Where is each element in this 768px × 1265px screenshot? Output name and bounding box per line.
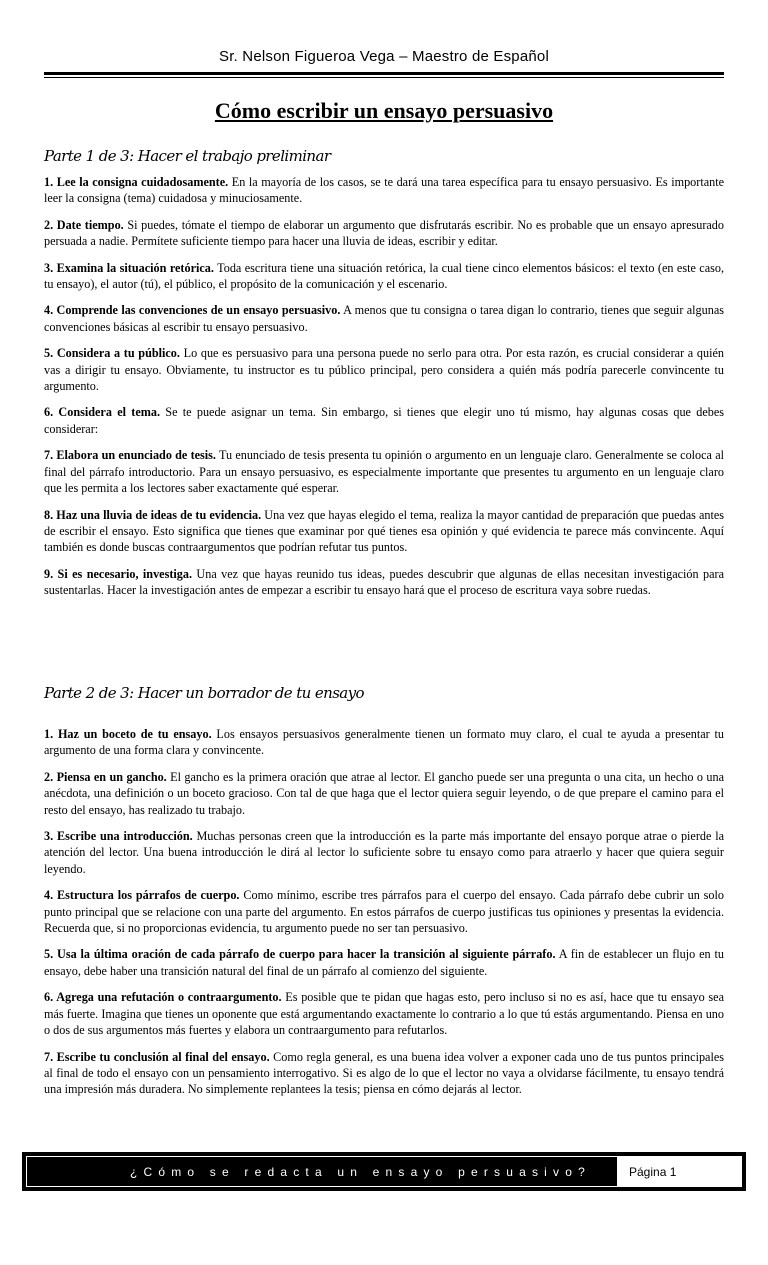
paragraph-text: A menos que tu consigna o tarea digan lo contrario, tienes que seguir algunas convenciones básicas al escribir tu ensayo persuasivo. <box>44 303 724 334</box>
paragraph-lead: 3. Examina la situación retórica. <box>44 260 214 275</box>
paragraph-lead: 4. Comprende las convenciones de un ensayo persuasivo. <box>44 303 341 318</box>
paragraph-lead: 5. Usa la última oración de cada párrafo de cuerpo para hacer la transición al siguiente párrafo. <box>44 947 556 962</box>
paragraph-text: Si puedes, tómate el tiempo de elaborar un argumento que disfrutarás escribir. No es probable que un ensayo apresurado persuada a nadie. Permítete suficiente tiempo para hacer una lluvia de ideas, escribir y editar. <box>44 217 724 249</box>
paragraph-lead: 6. Agrega una refutación o contraargumento. <box>44 990 282 1005</box>
header-rule <box>44 72 724 78</box>
page-header: Sr. Nelson Figueroa Vega – Maestro de Español <box>218 48 550 65</box>
paragraph <box>44 989 724 1038</box>
document-title: Cómo escribir un ensayo persuasivo <box>214 98 554 123</box>
paragraph-lead: 7. Elabora un enunciado de tesis. <box>44 448 216 463</box>
paragraph-text: Como regla general, es una buena idea volver a exponer cada uno de tus puntos principales al final de todo el ensayo con un pensamiento interrogativo. Si es algo de lo que el lector no vaya a olvidarse fácilmente, tu ensayo tendrá una impresión más duradera. No simplemente replantees la tesis; piensa en cómo dejarás al lector. <box>44 1049 724 1097</box>
paragraph-text: El gancho es la primera oración que atrae al lector. El gancho puede ser una pregunta o una cita, un hecho o una anécdota, una definición o un boceto gracioso. Con tal de que haga que el lector quiera seguir leyendo, o de que prepare el camino para el resto del ensayo, has realizado tu trabajo. <box>44 769 724 817</box>
paragraph-lead: 5. Considera a tu público. <box>44 346 180 361</box>
paragraph <box>44 507 724 556</box>
paragraph <box>44 345 724 394</box>
paragraph-text: Se te puede asignar un tema. Sin embargo, si tienes que elegir uno tú mismo, hay algunas cosas que debes considerar: <box>44 405 724 436</box>
paragraph-lead: 4. Estructura los párrafos de cuerpo. <box>44 888 240 903</box>
paragraph-text: Una vez que hayas reunido tus ideas, puedes descubrir que algunas de ellas necesitan investigación para sustentarlas. Hacer la investigación antes de empezar a escribir tu ensayo hará que el proceso de escritura vaya sobre ruedas. <box>44 566 724 598</box>
paragraph <box>44 887 724 936</box>
paragraph-text: Toda escritura tiene una situación retórica, la cual tiene cinco elementos básicos: el texto (en este caso, tu ensayo), el autor (tú), el público, el propósito de la comunicación y el escenario. <box>44 260 725 292</box>
paragraph <box>44 828 724 877</box>
paragraph-lead: 8. Haz una lluvia de ideas de tu evidencia. <box>44 507 262 522</box>
paragraph <box>44 174 724 207</box>
paragraph <box>44 217 724 250</box>
footer-frame <box>26 1156 742 1187</box>
paragraph-lead: 9. Si es necesario, investiga. <box>44 566 193 581</box>
paragraph <box>44 1049 724 1098</box>
page-footer <box>22 1152 746 1191</box>
part1-heading: Parte 1 de 3: Hacer el trabajo preliminar <box>44 147 331 165</box>
paragraph-text: Como mínimo, escribe tres párrafos para el cuerpo del ensayo. Cada párrafo debe cubrir un solo punto principal que se relacione con una parte del argumento. En estos párrafos de cuerpo justificas tus opiniones y presentas la evidencia. Recuerda que, si no proporcionas evidencia, tu argumento puede no ser tan persuasivo. <box>44 888 724 936</box>
paragraph-lead: 6. Considera el tema. <box>44 405 161 420</box>
part2-heading: Parte 2 de 3: Hacer un borrador de tu ensayo <box>44 684 364 702</box>
paragraph-text: Tu enunciado de tesis presenta tu opinión o argumento en un lenguaje claro. Generalmente se coloca al final del párrafo introductorio. Para un ensayo persuasivo, es especialmente importante que presentes tu argumento en un lenguaje claro que les permita a los lectores saber exactamente qué esperar. <box>44 448 724 496</box>
paragraph-lead: 3. Escribe una introducción. <box>44 829 193 844</box>
paragraph-text: A fin de establecer un flujo en tu ensayo, debe haber una transición natural del final de un párrafo al comienzo del siguiente. <box>44 947 724 978</box>
paragraph <box>44 566 724 599</box>
part1-body <box>44 174 724 609</box>
paragraph-text: Muchas personas creen que la introducción es la parte más importante del ensayo porque atrae o pierde la atención del lector. Una buena introducción le dirá al lector lo suficiente sobre tu ensayo como para atraerlo y hacer que quiera seguir leyendo. <box>44 829 724 876</box>
paragraph <box>44 404 724 437</box>
paragraph <box>44 302 724 335</box>
paragraph <box>44 447 724 496</box>
paragraph-lead: 1. Haz un boceto de tu ensayo. <box>44 727 212 741</box>
part2-body <box>44 726 724 1108</box>
paragraph-lead: 7. Escribe tu conclusión al final del ensayo. <box>44 1049 270 1064</box>
paragraph <box>44 726 724 759</box>
paragraph-lead: 2. Date tiempo. <box>44 217 124 232</box>
paragraph-lead: 1. Lee la consigna cuidadosamente. <box>44 175 229 189</box>
footer-title: ¿Cómo se redacta un ensayo persuasivo? <box>129 1164 591 1179</box>
page-number: Página 1 <box>617 1157 741 1186</box>
paragraph <box>44 769 724 818</box>
paragraph-text: Lo que es persuasivo para una persona puede no serlo para otra. Por esta razón, es crucial considerar a quién vas a dirigir tu ensayo. Obviamente, tu instructor es tu público principal, pero considera a quién más podría parecerle convincente tu argumento. <box>44 346 724 394</box>
paragraph-text: En la mayoría de los casos, se te dará una tarea específica para tu ensayo persuasivo. Es importante leer la consigna (tema) cuidadosa y minuciosamente. <box>44 175 724 206</box>
paragraph <box>44 946 724 979</box>
paragraph-lead: 2. Piensa en un gancho. <box>44 769 167 784</box>
paragraph-text: Una vez que hayas elegido el tema, realiza la mayor cantidad de preparación que puedas antes de escribir el ensayo. Esto significa que tienes que examinar por qué tienes esa opinión y qué evidencia te parece más convincente. Aquí también es donde buscas contraargumentos que podrían refutar tus puntos. <box>44 507 724 555</box>
paragraph <box>44 260 724 293</box>
paragraph-text: Los ensayos persuasivos generalmente tienen un formato muy claro, el cual te ayuda a presentar tu argumento de una forma clara y convincente. <box>44 727 724 758</box>
paragraph-text: Es posible que te pidan que hagas esto, pero incluso si no es así, hace que tu ensayo sea más fuerte. Imagina que tienes un oponente que está argumentando exactamente lo contrario a lo que tú estás argumentando. Piensa en uno o dos de sus argumentos más fuertes y elabora un contraargumento para refutarlos. <box>44 990 724 1038</box>
